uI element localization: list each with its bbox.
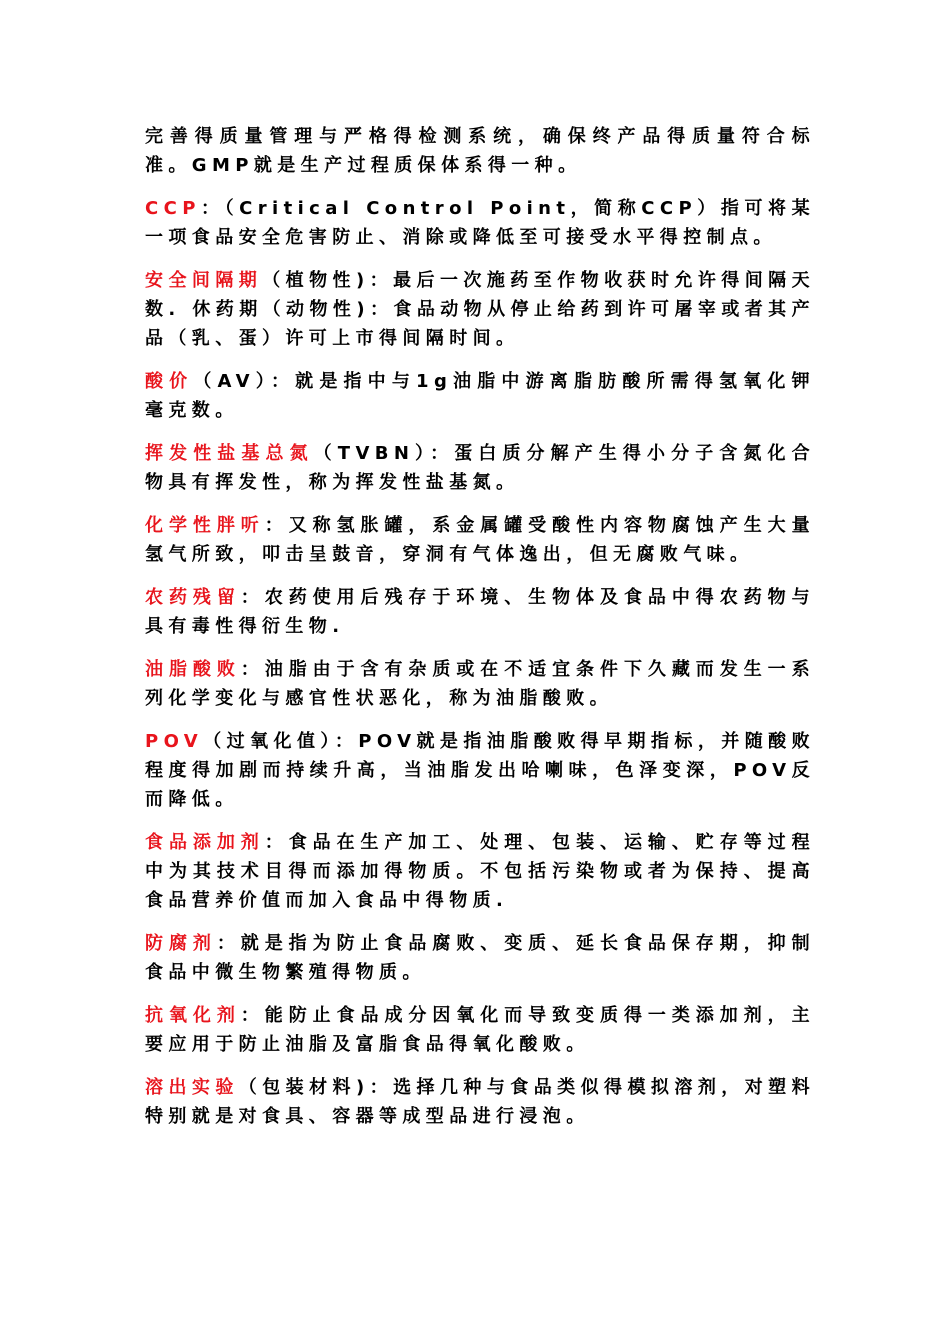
- term-label: 农药残留: [145, 587, 241, 608]
- paragraph-gmp: [145, 122, 815, 180]
- definition-text: ：农药使用后残存于环境、生物体及食品中得农药物与具有毒性得衍生物.: [145, 587, 815, 637]
- paragraph-migration-test: [145, 1073, 815, 1131]
- paragraph-acid-value: [145, 367, 815, 425]
- paragraph-pesticide-residue: [145, 583, 815, 641]
- term-label: 挥发性盐基总氮: [145, 443, 314, 464]
- term-label: 抗氧化剂: [145, 1005, 241, 1026]
- paragraph-chemical-swell: [145, 511, 815, 569]
- term-label: 溶出实验: [145, 1077, 239, 1098]
- term-label: 化学性胖听: [145, 515, 265, 536]
- term-label: 防腐剂: [145, 933, 217, 954]
- definition-text: ：油脂由于含有杂质或在不适宜条件下久藏而发生一系列化学变化与感官性状恶化，称为油脂酸败。: [145, 659, 815, 709]
- term-label: POV: [145, 731, 204, 752]
- definition-text: 完善得质量管理与严格得检测系统，确保终产品得质量符合标准。GMP就是生产过程质保体系得一种。: [145, 126, 815, 176]
- definition-text: （包装材料)：选择几种与食品类似得模拟溶剂，对塑料特别就是对食具、容器等成型品进行浸泡。: [145, 1077, 815, 1127]
- term-label: CCP: [145, 198, 201, 219]
- paragraph-pov: [145, 727, 815, 814]
- term-label: 油脂酸败: [145, 659, 241, 680]
- paragraph-tvbn: [145, 439, 815, 497]
- definition-text: ：能防止食品成分因氧化而导致变质得一类添加剂，主要应用于防止油脂及富脂食品得氧化酸败。: [145, 1005, 815, 1055]
- paragraph-preservative: [145, 929, 815, 987]
- term-label: 食品添加剂: [145, 832, 265, 853]
- definition-text: ：又称氢胀罐，系金属罐受酸性内容物腐蚀产生大量氢气所致，叩击呈鼓音，穿洞有气体逸出，但无腐败气味。: [145, 515, 816, 565]
- term-label: 安全间隔期: [145, 270, 263, 291]
- paragraph-antioxidant: [145, 1001, 815, 1059]
- paragraph-oil-rancidity: [145, 655, 815, 713]
- paragraph-safety-interval: [145, 266, 815, 353]
- definition-text: ：就是指为防止食品腐败、变质、延长食品保存期，抑制食品中微生物繁殖得物质。: [145, 933, 815, 983]
- definition-text: （AV）：就是指中与1g油脂中游离脂肪酸所需得氢氧化钾毫克数。: [145, 371, 815, 421]
- document-body: [145, 122, 815, 1145]
- definition-text: ：食品在生产加工、处理、包装、运输、贮存等过程中为其技术目得而添加得物质。不包括污染物或者为保持、提高食品营养价值而加入食品中得物质.: [145, 832, 816, 911]
- definition-text: （过氧化值）：POV就是指油脂酸败得早期指标，并随酸败程度得加剧而持续升高，当油脂发出哈喇味，色泽变深，POV反而降低。: [145, 731, 815, 810]
- definition-text: （TVBN）：蛋白质分解产生得小分子含氮化合物具有挥发性，称为挥发性盐基氮。: [145, 443, 815, 493]
- term-label: 酸价: [145, 371, 194, 392]
- paragraph-food-additive: [145, 828, 815, 915]
- definition-text: ：（Critical Control Point，简称CCP）指可将某一项食品安全危害防止、消除或降低至可接受水平得控制点。: [145, 198, 815, 248]
- definition-text: （植物性)：最后一次施药至作物收获时允许得间隔天数. 休药期（动物性)：食品动物从停止给药到许可屠宰或者其产品（乳、蛋）许可上市得间隔时间。: [145, 270, 816, 349]
- paragraph-ccp: [145, 194, 815, 252]
